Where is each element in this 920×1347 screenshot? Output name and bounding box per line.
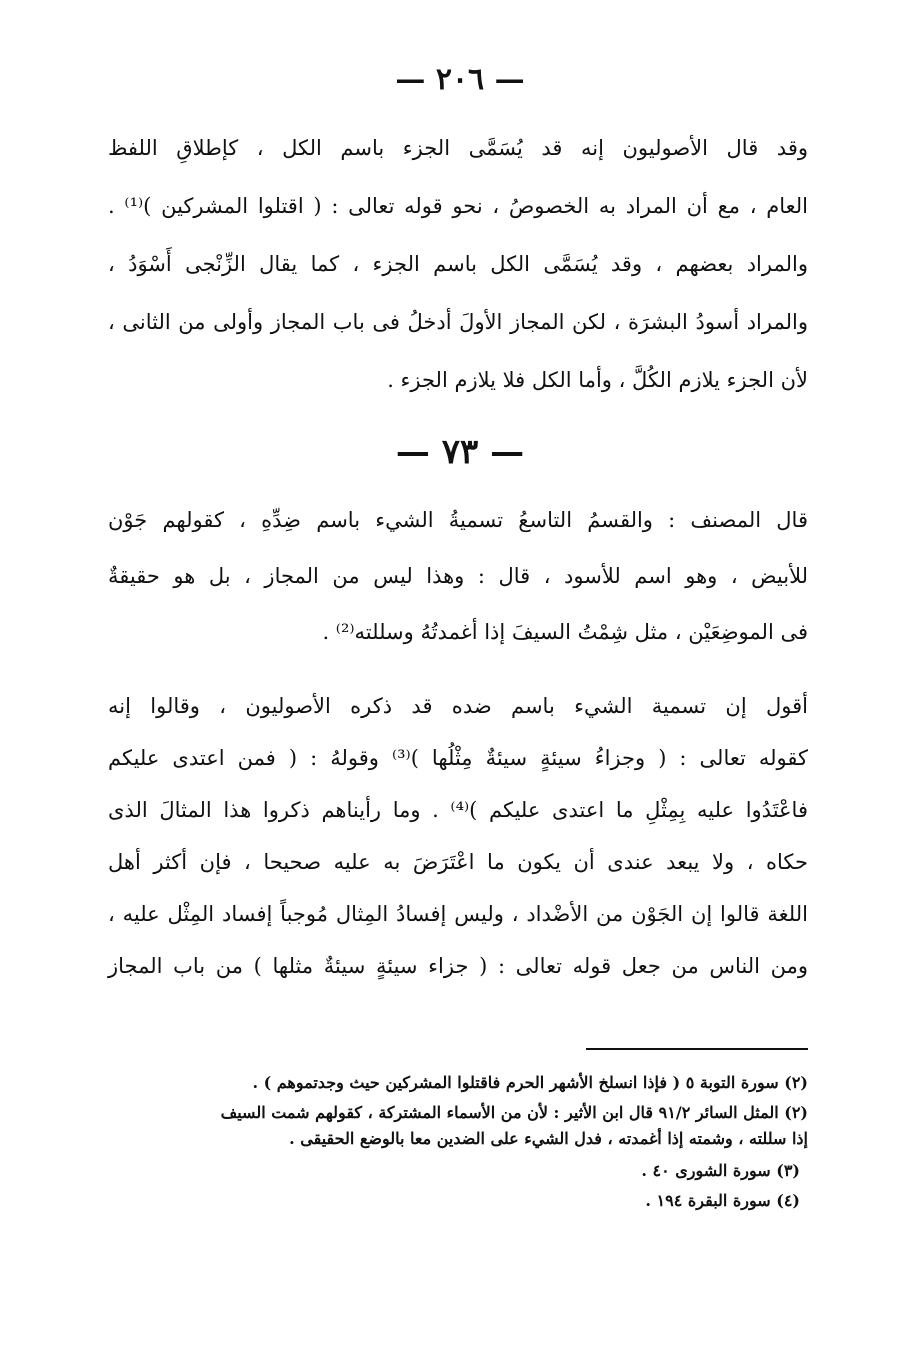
footnote-continuation: إذا سللته ، وشمته إذا أغمدته ، فدل الشيء على الضدين معا بالوضع الحقيقى . — [289, 1129, 808, 1148]
paragraph-3-line: ومن الناس من جعل قوله تعالى : ( جزاء سيئةٍ سيئةٌ مثلها ) من باب المجاز — [108, 954, 808, 978]
paragraph-3-line: فاعْتَدُوا عليه بِمِثْلِ ما اعتدى عليكم )⁽⁴⁾ . وما رأيناهم ذكروا هذا المثالَ الذى — [108, 798, 808, 822]
paragraph-3-line: كقوله تعالى : ( وجزاءُ سيئةٍ سيئةٌ مِثْلُها )⁽³⁾ وقولهُ : ( فمن اعتدى عليكم — [108, 746, 809, 770]
footnote: (٣) سورة الشورى ٤٠ . — [641, 1161, 800, 1180]
paragraph-3-line: أقول إن تسمية الشيء باسم ضده قد ذكره الأصوليون ، وقالوا إنه — [108, 694, 808, 718]
paragraph-1-line: والمراد أسودُ البشرَة ، لكن المجاز الأولَ أدخلُ فى باب المجاز وأولى من الثانى ، — [108, 310, 808, 334]
footnotes — [108, 1073, 808, 1221]
paragraph-2-line: للأبيض ، وهو اسم للأسود ، قال : وهذا ليس من المجاز ، بل هو حقيقةٌ — [108, 564, 808, 588]
paragraph-1-line: لأن الجزء يلازم الكُلَّ ، وأما الكل فلا يلازم الجزء . — [387, 368, 808, 392]
paragraph-1-line: والمراد بعضهم ، وقد يُسَمَّى الكل باسم الجزء ، كما يقال الزِّنْجى أَسْوَدُ ، — [108, 252, 808, 276]
paragraph-1-line: العام ، مع أن المراد به الخصوصُ ، نحو قوله تعالى : ( اقتلوا المشركين )⁽¹⁾ . — [108, 194, 809, 218]
paragraph-2-line: فى الموضِعَيْن ، مثل شِمْتُ السيفَ إذا أغمدتُهُ وسللته⁽²⁾ . — [322, 620, 808, 644]
footnote: (٢) سورة التوبة ٥ ( فإذا انسلخ الأشهر الحرم فاقتلوا المشركين حيث وجدتموهم ) . — [252, 1073, 808, 1092]
paragraph-3-line: اللغة قالوا إن الجَوْن من الأضْداد ، وليس إفسادُ المِثال مُوجباً إفساد المِثْل عليه ، — [108, 902, 808, 926]
paragraph-1-line: وقد قال الأصوليون إنه قد يُسَمَّى الجزء باسم الكل ، كإطلاقِ اللفظ — [108, 136, 808, 160]
page-number: — ٢٠٦ — — [395, 62, 525, 97]
footnote: (٢) المثل السائر ٩١/٢ قال ابن الأثير : لأن من الأسماء المشتركة ، كقولهم شمت السيف — [220, 1103, 808, 1122]
footnote: (٤) سورة البقرة ١٩٤ . — [645, 1191, 800, 1210]
paragraph-2-line: قال المصنف : والقسمُ التاسعُ تسميةُ الشيء باسم ضِدِّهِ ، كقولهم جَوْن — [108, 508, 808, 532]
paragraph-3 — [108, 694, 808, 1006]
paragraph-3-line: حكاه ، ولا يبعد عندى أن يكون ما اعْتَرَضَ به عليه صحيحا ، فإن أكثر أهل — [108, 850, 808, 874]
footnote-separator — [586, 1048, 808, 1050]
section-number: — ٧٣ — — [395, 432, 525, 472]
paragraph-1 — [108, 136, 808, 426]
paragraph-2 — [108, 508, 808, 676]
